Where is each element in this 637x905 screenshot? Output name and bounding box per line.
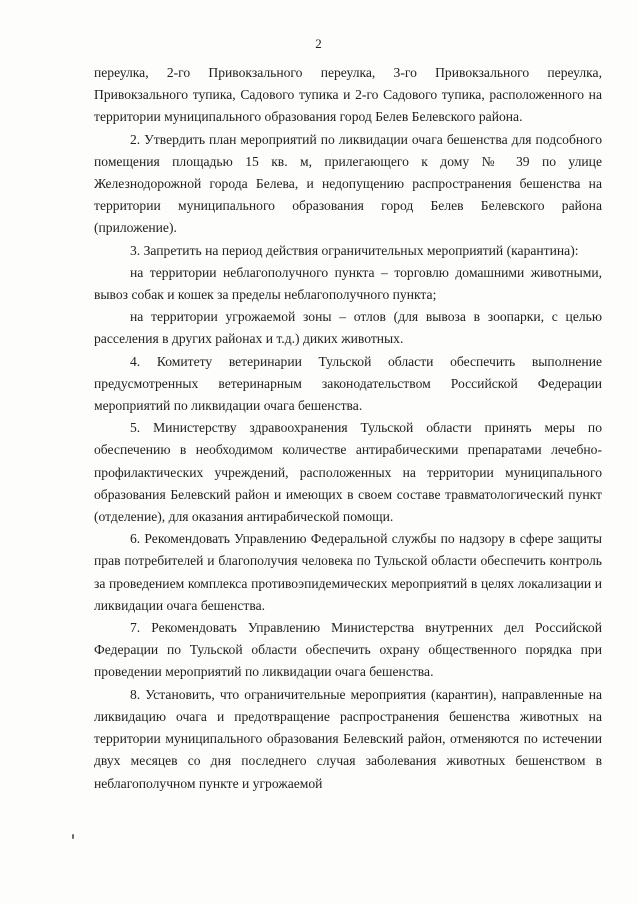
paragraph-item-3-subitem-1: на территории неблагополучного пункта – торговлю домашними животными, вывоз собак и кошек за пределы неблагополучного пункта; <box>94 264 602 303</box>
paragraph-item-6: 6. Рекомендовать Управлению Федеральной службы по надзору в сфере защиты прав потребителей и благополучия человека по Тульской области обеспечить контроль за проведением комплекса противоэпидемических мероприятий в целях локализации и ликвидации очага бешенства. <box>94 531 602 613</box>
paragraph-item-2: 2. Утвердить план мероприятий по ликвидации очага бешенства для подсобного помещения площадью 15 кв. м, прилегающего к дому № 39 по улице Железнодорожной города Белева, и недопущению распространения бешенства на территории муниципального образования город Белев Белевского района (приложение). <box>94 131 602 236</box>
scan-edge-mark <box>72 834 74 839</box>
paragraph-item-4: 4. Комитету ветеринарии Тульской области обеспечить выполнение предусмотренных ветеринарным законодательством Российской Федерации мероприятий по ликвидации очага бешенства. <box>94 353 602 414</box>
document-body <box>94 62 602 795</box>
paragraph-item-3: 3. Запретить на период действия ограничительных мероприятий (карантина): <box>130 242 579 258</box>
paragraph-item-5: 5. Министерству здравоохранения Тульской области принять меры по обеспечению в необходимом количестве антирабическими препаратами лечебно-профилактических учреждений, расположенных на территории муниципального образования Белевский район и имеющих в своем составе травматологический пункт (отделение), для оказания антирабической помощи. <box>94 420 602 525</box>
paragraph-item-7: 7. Рекомендовать Управлению Министерства внутренних дел Российской Федерации по Тульской области обеспечить охрану общественного порядка при проведении мероприятий по ликвидации очага бешенства. <box>94 620 602 680</box>
paragraph-item-3-subitem-2: на территории угрожаемой зоны – отлов (для вывоза в зоопарки, с целью расселения в других районах и т.д.) диких животных. <box>94 309 602 347</box>
page-number: 2 <box>315 36 322 51</box>
paragraph-item-8: 8. Установить, что ограничительные мероприятия (карантин), направленные на ликвидацию очага и предотвращение распространения бешенства животных на территории муниципального образования Белевский район, отменяются по истечении двух месяцев со дня последнего случая заболевания животных бешенством в неблагополучном пункте и угрожаемой <box>94 686 602 791</box>
paragraph-continuation: переулка, 2-го Привокзального переулка, 3-го Привокзального переулка, Привокзального тупика, Садового тупика и 2-го Садового тупика, расположенного на территории муниципального образования город Белев Белевского района. <box>94 65 602 125</box>
